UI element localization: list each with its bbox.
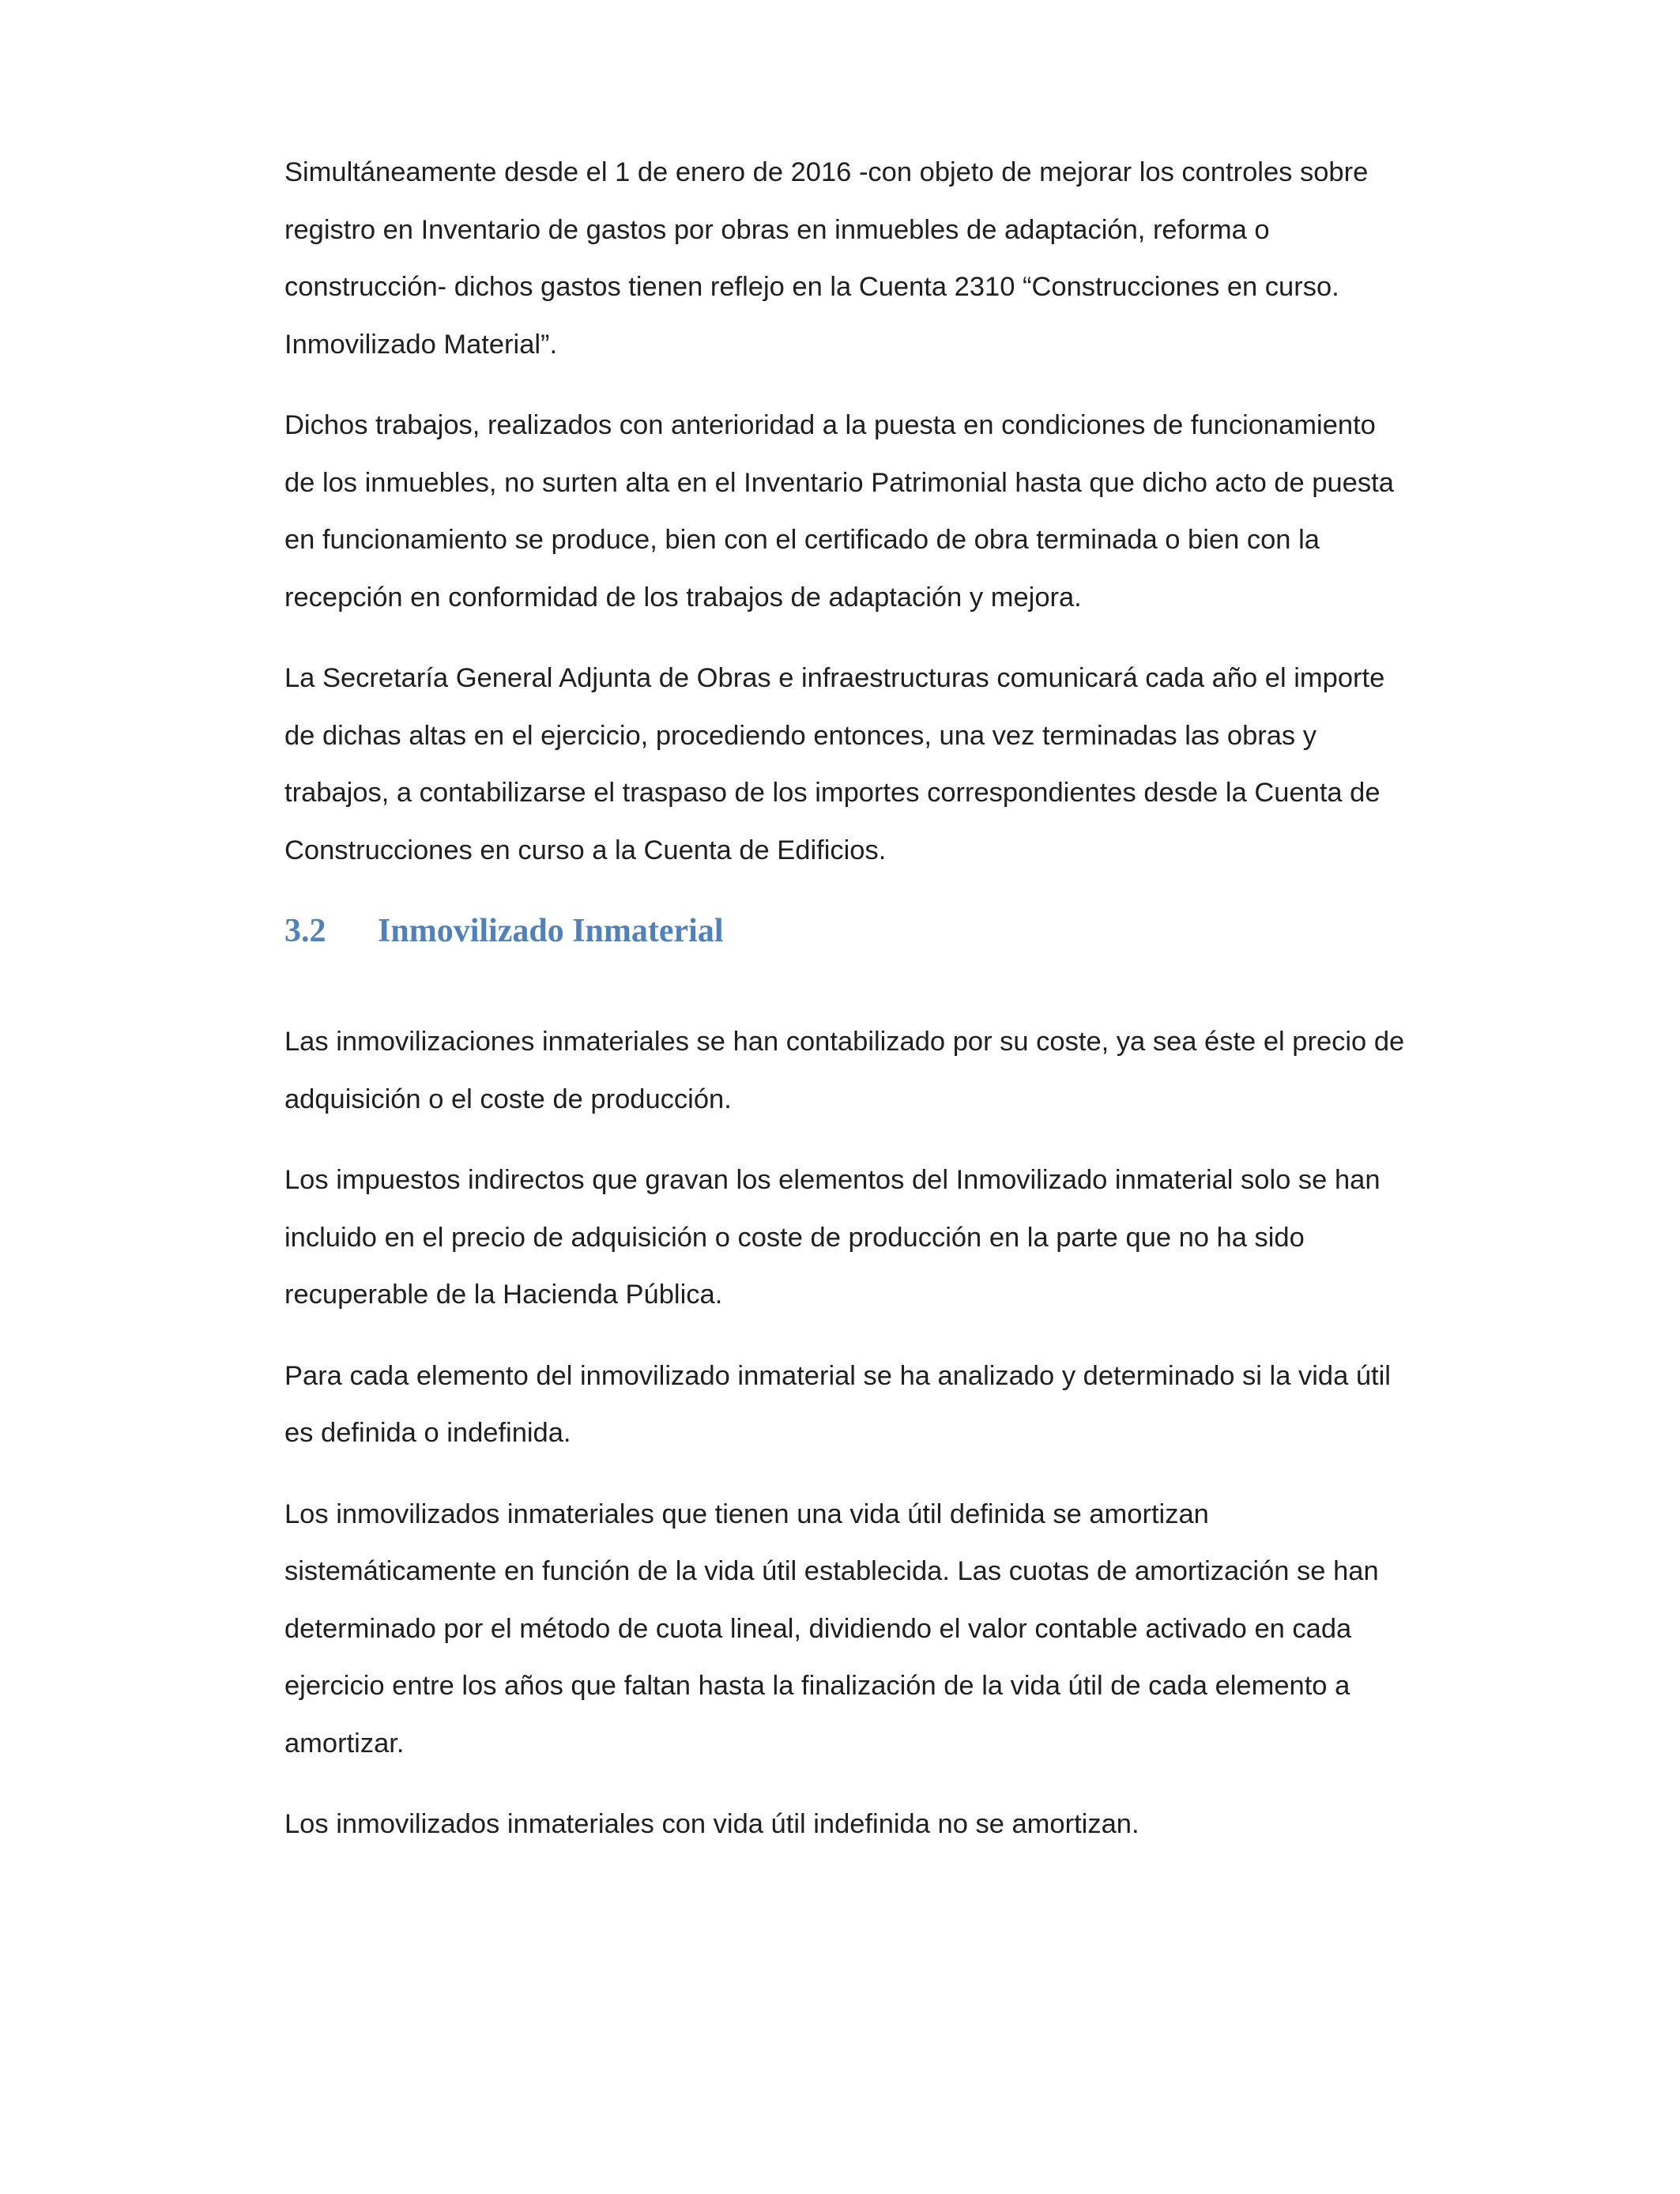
paragraph-coste-inmovilizaciones: Las inmovilizaciones inmateriales se han contabilizado por su coste, ya sea éste el precio de adquisición o el coste de producción. <box>284 1027 1405 1114</box>
paragraph-amortizacion-definida: Los inmovilizados inmateriales que tienen una vida útil definida se amortizan sistemáticamente en función de la vida útil establecida. Las cuotas de amortización se han determinado por el método de cuota lineal, dividiendo el valor contable activado en cada ejercicio entre los años que faltan hasta la finalización de la vida útil de cada elemento a amortizar. <box>284 1498 1379 1759</box>
page-content <box>284 144 1407 1877</box>
paragraph-secretaria-general: La Secretaría General Adjunta de Obras e infraestructuras comunicará cada año el importe de dichas altas en el ejercicio, procediendo entonces, una vez terminadas las obras y trabajos, a contabilizarse el traspaso de los importes correspondientes desde la Cuenta de Construcciones en curso a la Cuenta de Edificios. <box>284 663 1385 865</box>
section-heading <box>284 903 1407 1013</box>
paragraph-trabajos-alta-inventario: Dichos trabajos, realizados con anterioridad a la puesta en condiciones de funcionamiento de los inmuebles, no surten alta en el Inventario Patrimonial hasta que dicho acto de puesta en funcionamiento se produce, bien con el certificado de obra terminada o bien con la recepción en conformidad de los trabajos de adaptación y mejora. <box>284 410 1394 613</box>
paragraph-vida-util: Para cada elemento del inmovilizado inmaterial se ha analizado y determinado si la vida útil es definida o indefinida. <box>284 1360 1391 1448</box>
paragraph-impuestos-indirectos: Los impuestos indirectos que gravan los elementos del Inmovilizado inmaterial solo se han incluido en el precio de adquisición o coste de producción en la parte que no ha sido recuperable de la Hacienda Pública. <box>284 1165 1381 1310</box>
paragraph-vida-util-indefinida: Los inmovilizados inmateriales con vida útil indefinida no se amortizan. <box>284 1809 1139 1839</box>
section-number: 3.2 <box>284 913 326 949</box>
paragraph-construcciones-en-curso: Simultáneamente desde el 1 de enero de 2016 -con objeto de mejorar los controles sobre registro en Inventario de gastos por obras en inmuebles de adaptación, reforma o construcción- dichos gastos tienen reflejo en la Cuenta 2310 “Construcciones en curso. Inmovilizado Material”. <box>284 157 1369 360</box>
section-title: Inmovilizado Inmaterial <box>378 913 724 949</box>
